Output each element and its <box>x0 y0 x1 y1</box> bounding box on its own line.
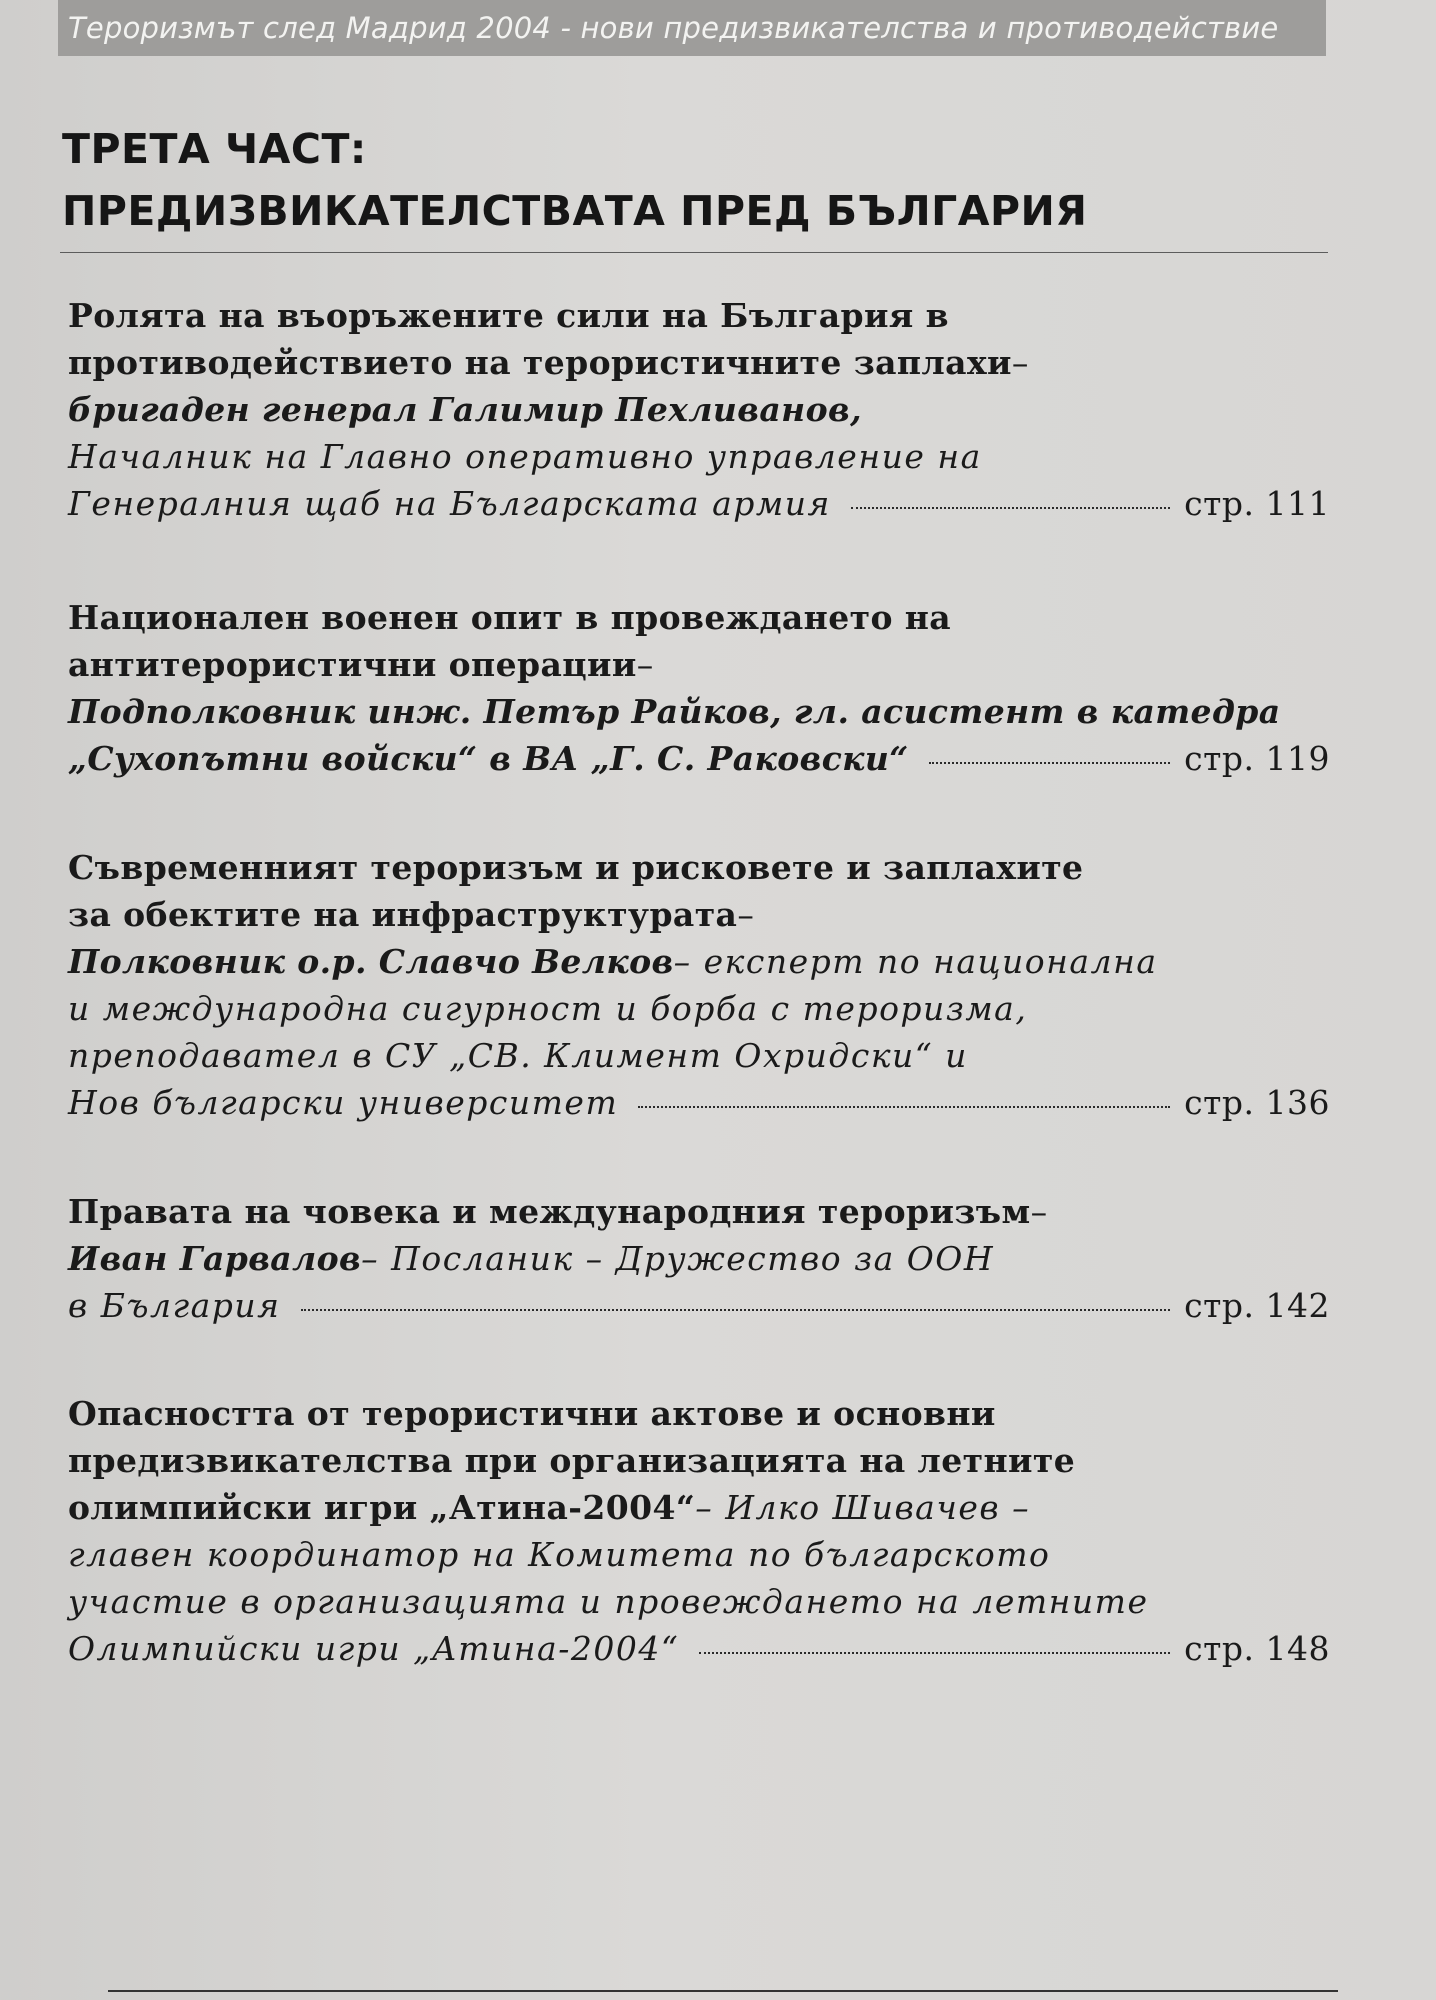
entry-author-description: главен координатор на Комитета по българското <box>68 1535 1051 1574</box>
entry-author: Иван Гарвалов <box>68 1239 362 1278</box>
part-title <box>62 118 1087 242</box>
entry-title: Опасността от терористични актове и основни <box>68 1394 996 1433</box>
dot-leader <box>851 507 1170 509</box>
dot-leader <box>301 1309 1171 1311</box>
dot-leader <box>638 1106 1170 1108</box>
entry-author-description: и международна сигурност и борба с тероризма, <box>68 989 1028 1028</box>
entry-separator: – <box>1011 343 1029 382</box>
footer-rule <box>108 1990 1338 1992</box>
entry-author: бригаден генерал Галимир Пехливанов, <box>68 390 862 429</box>
entry-title: предизвикателства при организацията на летните <box>68 1441 1076 1480</box>
toc-entry-5[interactable] <box>68 1390 1330 1672</box>
entry-title: Ролята на въоръжените сили на България в <box>68 296 949 335</box>
entry-separator: – <box>636 645 654 684</box>
entry-title: олимпийски игри „Атина-2004“ <box>68 1488 696 1527</box>
entry-title: антитерористични операции <box>68 645 637 684</box>
part-title-line-2: ПРЕДИЗВИКАТЕЛСТВАТА ПРЕД БЪЛГАРИЯ <box>62 187 1088 235</box>
entry-separator: – <box>1030 1192 1048 1231</box>
entry-page-number: стр. 111 <box>1184 484 1330 523</box>
entry-page-number: стр. 142 <box>1184 1286 1330 1325</box>
entry-author-description: Началник на Главно оперативно управление на <box>68 437 982 476</box>
entry-author: „Сухопътни войски“ в ВА „Г. С. Раковски“ <box>68 739 909 778</box>
entry-title: за обектите на инфраструктурата <box>68 895 738 934</box>
running-header-text: Тероризмът след Мадрид 2004 - нови предизвикателства и противодействие <box>68 11 1279 45</box>
entry-title: Съвременният тероризъм и рисковете и заплахите <box>68 848 1084 887</box>
entry-author-description: Олимпийски игри „Атина-2004“ <box>68 1629 680 1668</box>
entry-separator: – <box>737 895 755 934</box>
entry-page-number: стр. 148 <box>1184 1629 1330 1668</box>
entry-title: Национален военен опит в провеждането на <box>68 598 952 637</box>
entry-title: Правата на човека и международния тероризъм <box>68 1192 1031 1231</box>
entry-author-description: – Посланик – Дружество за ООН <box>361 1239 995 1278</box>
toc-entry-4[interactable] <box>68 1188 1330 1329</box>
toc-entry-3[interactable] <box>68 844 1330 1126</box>
entry-title: противодействието на терористичните заплахи <box>68 343 1012 382</box>
title-divider <box>60 252 1328 253</box>
entry-author: Полковник о.р. Славчо Велков <box>68 942 674 981</box>
entry-author: Подполковник инж. Петър Райков, гл. асистент в катедра <box>68 692 1281 731</box>
entry-author: – Илко Шивачев – <box>695 1488 1031 1527</box>
entry-author-description: преподавател в СУ „СВ. Климент Охридски“ и <box>68 1036 968 1075</box>
part-title-line-1: ТРЕТА ЧАСТ: <box>62 125 367 173</box>
entry-author-description: Нов български университет <box>68 1083 619 1122</box>
entry-author-description: участие в организацията и провеждането на летните <box>68 1582 1149 1621</box>
entry-page-number: стр. 119 <box>1184 739 1330 778</box>
entry-page-number: стр. 136 <box>1184 1083 1330 1122</box>
toc-entry-2[interactable] <box>68 594 1330 782</box>
dot-leader <box>929 762 1170 764</box>
running-header <box>58 0 1326 56</box>
entry-author-description: Генералния щаб на Българската армия <box>68 484 831 523</box>
entry-author-description: – експерт по национална <box>673 942 1158 981</box>
toc-entry-1[interactable] <box>68 292 1330 527</box>
entry-author-description: в България <box>68 1286 281 1325</box>
dot-leader <box>699 1652 1170 1654</box>
